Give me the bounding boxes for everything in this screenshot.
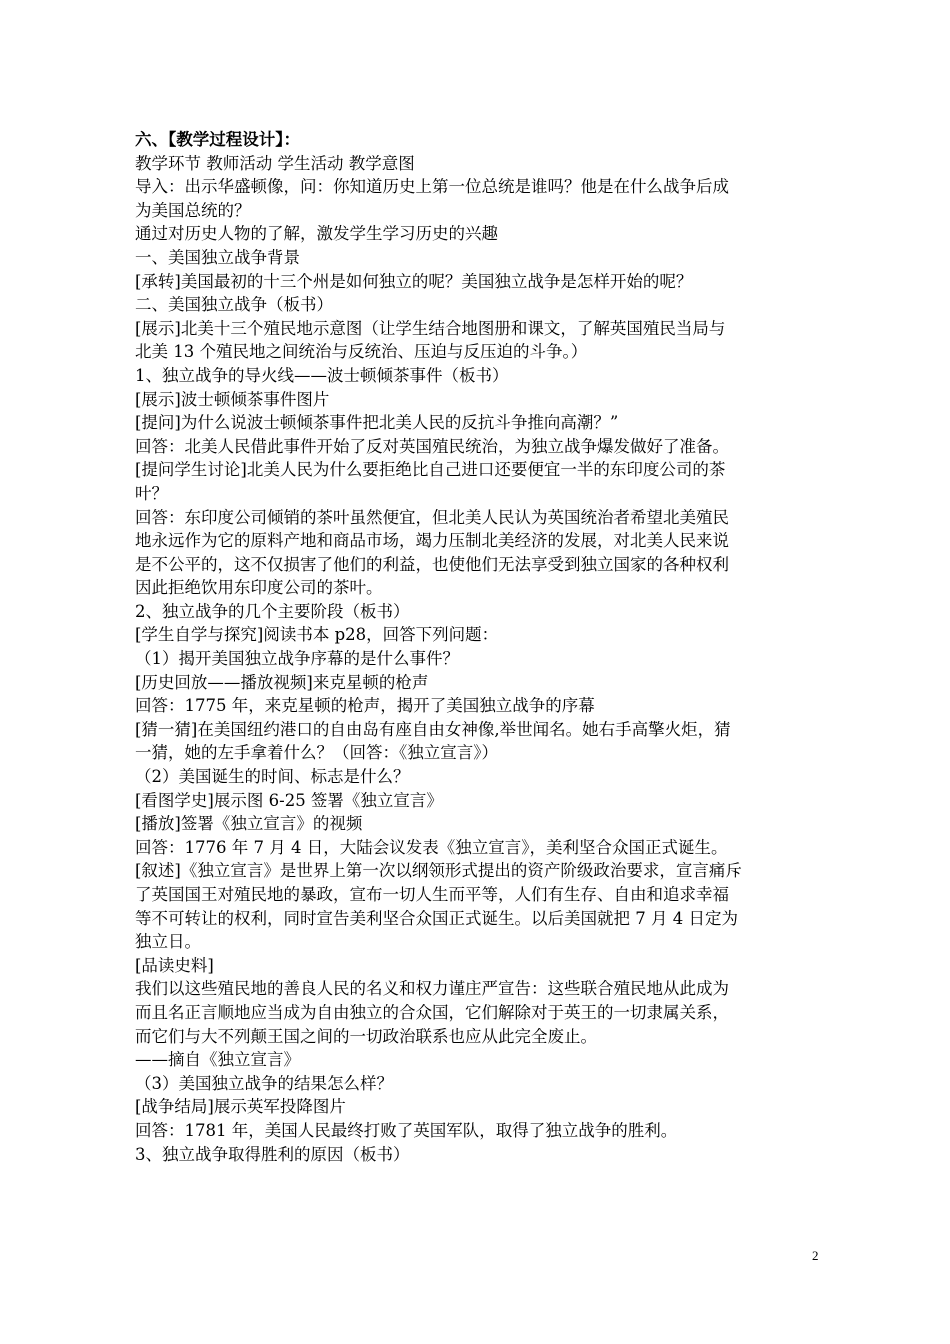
text-line: 一、美国独立战争背景 xyxy=(135,247,300,267)
text-line: [品读史料] xyxy=(135,955,214,975)
document-body xyxy=(135,128,825,1166)
section-heading: 六、【教学过程设计】： xyxy=(135,130,300,149)
text-line: 回答：1775 年，来克星顿的枪声，揭开了美国独立战争的序幕 xyxy=(135,696,595,716)
text-line: 我们以这些殖民地的善良人民的名义和权力谨庄严宣告：这些联合殖民地从此成为 xyxy=(135,979,729,999)
text-line: 叶？ xyxy=(135,483,168,503)
text-line: 2、独立战争的几个主要阶段（板书） xyxy=(135,601,410,621)
text-line: 而它们与大不列颠王国之间的一切政治联系也应从此完全废止。 xyxy=(135,1026,597,1046)
text-line: [猜一猜]在美国纽约港口的自由岛有座自由女神像,举世闻名。她右手高擎火炬，猜 xyxy=(135,719,731,739)
text-line: 教学环节 教师活动 学生活动 教学意图 xyxy=(135,153,415,173)
text-line: 独立日。 xyxy=(135,932,201,952)
text-line: 二、美国独立战争（板书） xyxy=(135,295,333,315)
text-line: [看图学史]展示图 6-25 签署《独立宣言》 xyxy=(135,790,443,810)
text-line: [播放]签署《独立宣言》的视频 xyxy=(135,814,363,834)
text-line: 回答：东印度公司倾销的茶叶虽然便宜，但北美人民认为英国统治者希望北美殖民 xyxy=(135,507,729,527)
text-line: [展示]北美十三个殖民地示意图（让学生结合地图册和课文，了解英国殖民当局与 xyxy=(135,318,726,338)
text-line: 1、独立战争的导火线——波士顿倾茶事件（板书） xyxy=(135,365,509,385)
text-line: 导入：出示华盛顿像，问：你知道历史上第一位总统是谁吗？他是在什么战争后成 xyxy=(135,177,729,197)
text-line: 回答：北美人民借此事件开始了反对英国殖民统治，为独立战争爆发做好了准备。 xyxy=(135,436,729,456)
text-line: [展示]波士顿倾茶事件图片 xyxy=(135,389,330,409)
text-line: 一猜，她的左手拿着什么？（回答：《独立宣言》） xyxy=(135,743,498,763)
text-line: 而且名正言顺地应当成为自由独立的合众国，它们解除对于英王的一切隶属关系， xyxy=(135,1002,729,1022)
text-line: 因此拒绝饮用东印度公司的茶叶。 xyxy=(135,578,383,598)
text-line: [历史回放——播放视频]来克星顿的枪声 xyxy=(135,672,429,692)
text-line: （1）揭开美国独立战争序幕的是什么事件？ xyxy=(135,649,459,669)
text-line: （3）美国独立战争的结果怎么样？ xyxy=(135,1073,393,1093)
text-line: [提问学生讨论]北美人民为什么要拒绝比自己进口还要便宜一半的东印度公司的茶 xyxy=(135,460,726,480)
text-line: 为美国总统的？ xyxy=(135,200,251,220)
text-line: 北美 13 个殖民地之间统治与反统治、压迫与反压迫的斗争。） xyxy=(135,342,588,362)
text-line: [提问]为什么说波士顿倾茶事件把北美人民的反抗斗争推向高潮？” xyxy=(135,413,619,433)
text-line: 回答：1776 年 7 月 4 日，大陆会议发表《独立宣言》，美利坚合众国正式诞生。 xyxy=(135,837,728,857)
text-line: [学生自学与探究]阅读书本 p28，回答下列问题： xyxy=(135,625,499,645)
text-line: 地永远作为它的原料产地和商品市场，竭力压制北美经济的发展，对北美人民来说 xyxy=(135,531,729,551)
text-line: [承转]美国最初的十三个州是如何独立的呢？美国独立战争是怎样开始的呢？ xyxy=(135,271,693,291)
text-line: （2）美国诞生的时间、标志是什么？ xyxy=(135,767,410,787)
text-line: 等不可转让的权利，同时宣告美利坚合众国正式诞生。以后美国就把 7 月 4 日定为 xyxy=(135,908,738,928)
text-line: 通过对历史人物的了解，激发学生学习历史的兴趣 xyxy=(135,224,498,244)
text-line: [叙述]《独立宣言》是世界上第一次以纲领形式提出的资产阶级政治要求，宣言痛斥 xyxy=(135,861,742,881)
text-line: 是不公平的，这不仅损害了他们的利益，也使他们无法享受到独立国家的各种权利 xyxy=(135,554,729,574)
text-line: [战争结局]展示英军投降图片 xyxy=(135,1097,346,1117)
text-line: 了英国国王对殖民地的暴政，宣布一切人生而平等，人们有生存、自由和追求幸福 xyxy=(135,885,729,904)
text-line: ——摘自《独立宣言》 xyxy=(135,1050,300,1070)
text-line: 3、独立战争取得胜利的原因（板书） xyxy=(135,1144,410,1164)
page-number: 2 xyxy=(812,1248,819,1263)
text-line: 回答：1781 年，美国人民最终打败了英国军队，取得了独立战争的胜利。 xyxy=(135,1120,678,1140)
